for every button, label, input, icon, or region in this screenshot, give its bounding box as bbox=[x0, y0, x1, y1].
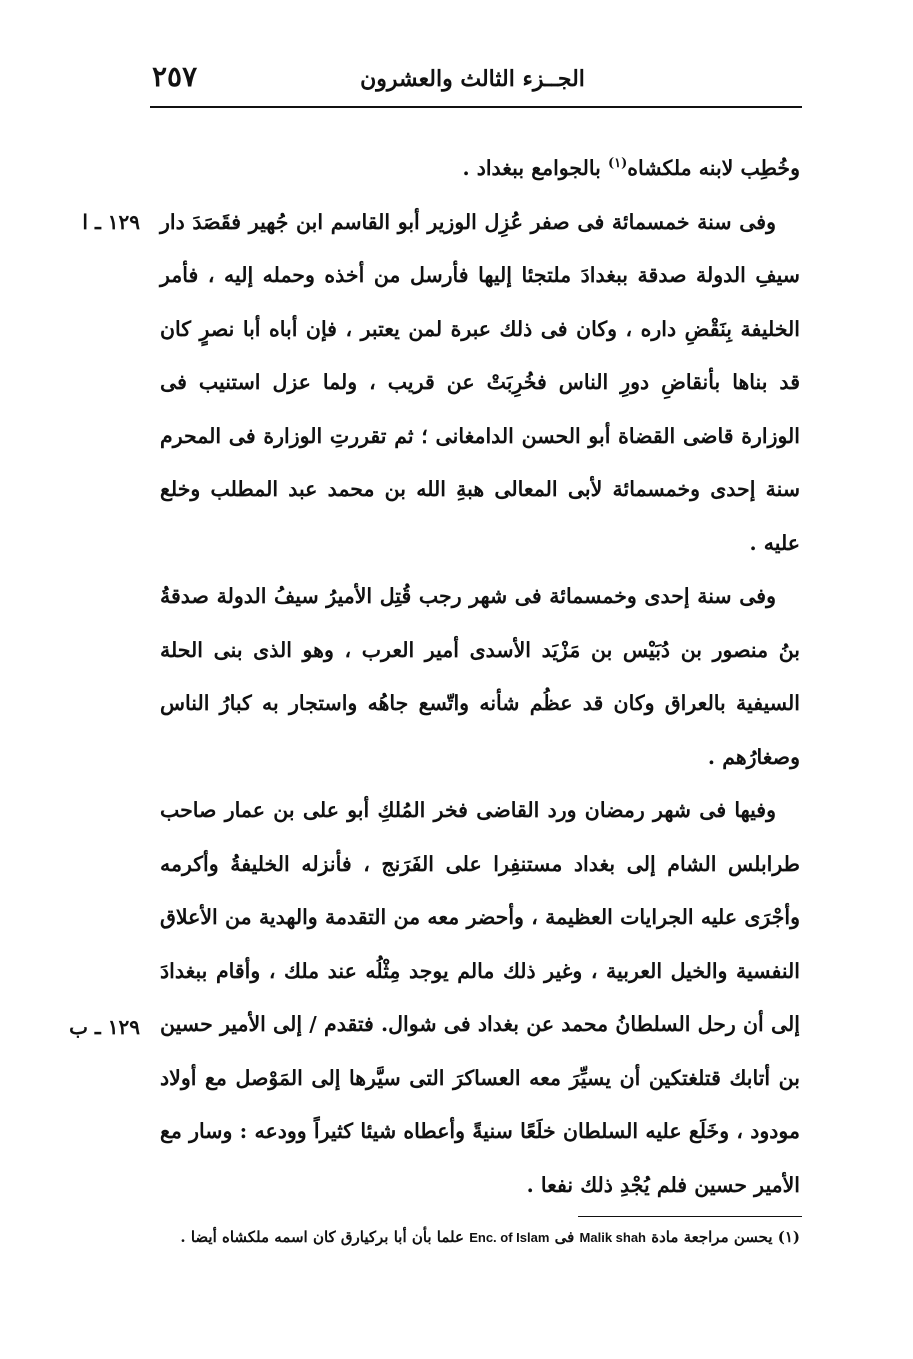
text-line-continuation: وخُطِب لابنه ملكشاه$^{(١)}$ بالجوامع ببغداد . bbox=[462, 156, 800, 180]
margin-folio-note-1: ١٢٩ ـ ا bbox=[82, 210, 140, 234]
footnote-latin-term: Malik shah bbox=[579, 1230, 646, 1245]
footnote-latin-reference: Enc. of Islam bbox=[469, 1230, 550, 1245]
running-header-title: الجــزء الثالث والعشرون bbox=[360, 66, 585, 92]
header-rule bbox=[150, 106, 802, 108]
footnote-rule bbox=[578, 1216, 802, 1217]
footnote-marker: (١) bbox=[607, 156, 628, 172]
page-number: ٢٥٧ bbox=[152, 60, 198, 93]
footnote: (١) يحسن مراجعة مادة Malik shah فى Enc. of Islam علما بأن أبا بركيارق كان اسمه ملكشاه أيضا . bbox=[180, 1228, 800, 1246]
paragraph-year-501: وفى سنة إحدى وخمسمائة فى شهر رجب قُتِل الأميرُ سيفُ الدولة صدقةُ بنُ منصور بن دُبَيْس بن مَزْيَد الأسدى أمير العرب ، وهو الذى بنى الحلة السيفية بالعراق وكان قد عظُم شأنه واتّسع جاهُه واستجار به كبارُ الناس وصغارُهم . bbox=[160, 584, 800, 769]
paragraph-year-500: وفى سنة خمسمائة فى صفر عُزِل الوزير أبو القاسم ابن جُهير فقَصَدَ دار سيفِ الدولة صدقة ببغدادَ ملتجئا إليها فأرسل من أخذه وحمله إليه ، فأمر الخليفة بِنَقْضِ داره ، وكان فى ذلك عبرة لمن يعتبر ، فإن أباه أبا نصرٍ كان قد بناها بأنقاضِ دورِ الناس فخُرِبَتْ عن قريب ، ولما عزل استنيب فى الوزارة قاضى القضاة أبو الحسن الدامغانى ؛ ثم تقررتِ الوزارة فى المحرم سنة إحدى وخمسمائة لأبى المعالى هبةِ الله بن محمد عبد المطلب وخلع عليه . bbox=[160, 209, 800, 555]
main-text bbox=[160, 142, 800, 1212]
margin-folio-note-2: ١٢٩ ـ ب bbox=[69, 1015, 140, 1039]
paragraph-ramadan: وفيها فى شهر رمضان ورد القاضى فخر المُلكِ أبو على بن عمار صاحب طرابلس الشام إلى بغداد مستنفِرا على الفَرَنج ، فأنزله الخليفةُ وأكرمه وأجْرَى عليه الجرايات العظيمة ، وأحضر معه من التقدمة والهدية من الأعلاق النفسية والخيل العربية ، وغير ذلك مالم يوجد مِثْلُه عند ملك ، وأقام ببغدادَ إلى أن رحل السلطانُ محمد عن بغداد فى شوال. فتقدم / إلى الأمير حسين بن أتابك قتلغتكين أن يسيِّرَ معه العساكرَ التى سيَّرها إلى المَوْصل مع أولاد مودود ، وخَلَع عليه السلطان خلَعًا سنيةً وأعطاه شيئا كثيراً وودعه : وسار مع الأمير حسين فلم يُجْدِ ذلك نفعا . bbox=[160, 798, 800, 1197]
